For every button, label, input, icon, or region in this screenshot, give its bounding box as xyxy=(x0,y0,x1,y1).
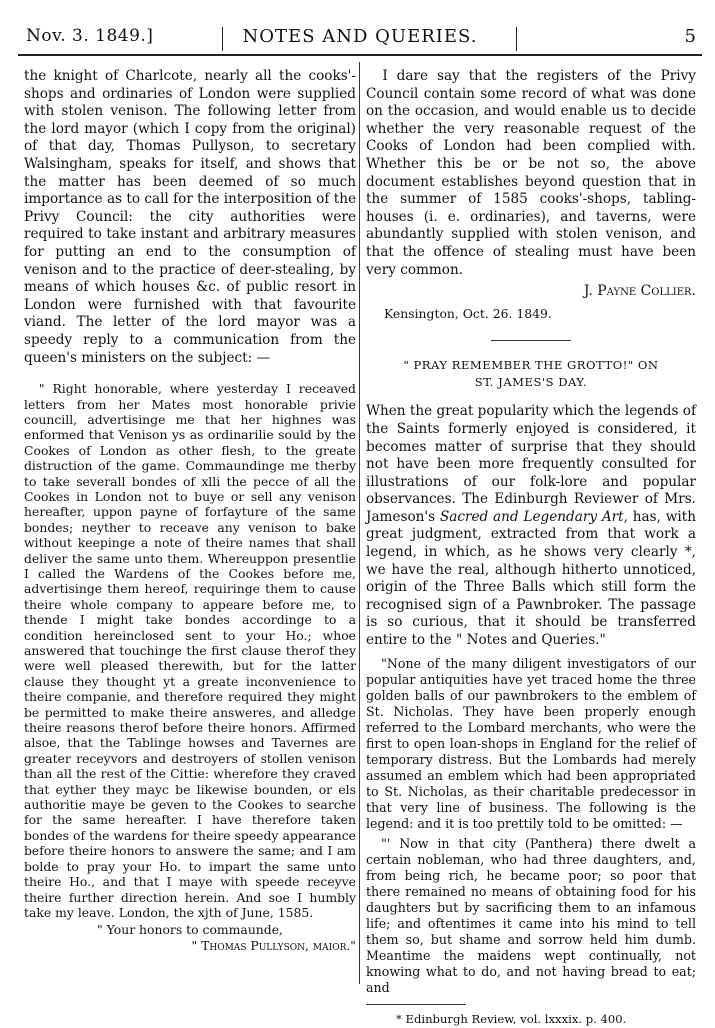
letter-closing: " Your honors to commaunde, xyxy=(97,922,283,938)
section-heading xyxy=(366,357,696,391)
author-signature: J. Payne Collier. xyxy=(583,283,696,300)
book-title: Sacred and Legendary Art xyxy=(439,508,624,525)
column-divider xyxy=(359,62,360,984)
header-title: NOTES AND QUERIES. xyxy=(242,26,478,47)
header-date: Nov. 3. 1849.] xyxy=(26,26,154,46)
page-number: 5 xyxy=(684,26,696,47)
section-heading-line-1: " PRAY REMEMBER THE GROTTO!" ON xyxy=(403,358,659,373)
grotto-paragraph-start: When the great popularity which the legends of the Saints formerly enjoyed is considered, it becomes matter of surprise that they should not have been more frequently consulted for illustrations of our folk-lore and popular observances. The Edinburgh Reviewer of Mrs. Jameson's xyxy=(366,403,696,525)
right-column xyxy=(366,68,696,1028)
legend-quote: "' Now in that city (Panthera) there dwelt a certain nobleman, who had three daughters, and, from being rich, he became poor; so poor that there remained no means of obtaining food for his daughters but by sacrificing them to an infamous life; and oftentimes it came into his mind to tell them so, but shame and sorrow held him dumb. Meantime the maidens wept continually, not knowing what to do, and not having bread to eat; and xyxy=(366,835,696,995)
letter-signature: " Thomas Pullyson, maior." xyxy=(191,937,356,953)
grotto-paragraph xyxy=(366,403,696,649)
place-date: Kensington, Oct. 26. 1849. xyxy=(384,305,552,321)
footnote: * Edinburgh Review, vol. lxxxix. p. 400. xyxy=(396,1011,627,1026)
collier-paragraph: I dare say that the registers of the Privy Council contain some record of what was done on the occasion, and would enable us to decide whether the very reasonable request of the Cooks of London had been complied with. Whether this be or be not so, the above document establishes beyond question that in the summer of 1585 cooks'-shops, tabling-houses (i. e. ordinaries), and taverns, were abundantly supplied with stolen venison, and that the offence of stealing must have been very common. xyxy=(366,68,696,278)
lord-mayor-letter: " Right honorable, where yesterday I receaved letters from her Mates most honorable privie councill, advertisinge me that her highnes was enformed that Venison ys as ordinarilie sould by the Cookes of London as other flesh, to the greate distruction of the game. Commaundinge me therby to take severall bondes of xlli the pecce of all the Cookes in London not to buye or sell any venison hereafter, uppon payne of forfayture of the same bondes; neyther to receave any venison to bake without keepinge a note of theire names that shall deliver the same unto them. Whereuppon presentlie I called the Wardens of the Cookes before me, advertisinge them hereof, requiringe them to cause theire whole company to appeare before me, to thende I might take bondes accordinge to a condition hereinclosed sent to your Ho.; whoe answered that touchinge the first clause therof they were well pleased therewith, but for the latter clause they thought yt a greate inconvenience to theire companie, and therefore required they might be permitted to make theire answeres, and alledge theire reasons therof before theire honors. Affirmed alsoe, that the Tablinge howses and Tavernes are greater receyvors and destroyers of stollen venison than all the rest of the Cittie: wherefore they craved that eyther they mayc be likewise bounden, or els authoritie maye be geven to the Cookes to searche for the same hereafter. I have therefore taken bondes of the wardens for theire speedy appearance before theire honors to answere the same; and I am bolde to pray your Ho. to impart the same unto theire Ho., and that I maye with speede receyve theire further direction herein. And soe I humbly take my leave. London, the xjth of June, 1585. xyxy=(24,381,356,920)
footnote-rule xyxy=(366,1004,466,1005)
grotto-paragraph-end: , has, with great judgment, extracted from that work a legend, in which, as he shows very clearly *, we have the real, although hitherto unnoticed, origin of the Three Balls which still form the recognised sign of a Pawnbroker. The passage is so curious, that it should be transferred entire to the " Notes and Queries." xyxy=(366,508,696,649)
section-heading-line-2: ST. JAMES'S DAY. xyxy=(474,375,588,390)
running-header xyxy=(18,20,702,56)
header-divider-right xyxy=(516,27,517,51)
document-page xyxy=(18,20,702,1026)
intro-paragraph: the knight of Charlcote, nearly all the cooks'-shops and ordinaries of London were supplied with stolen venison. The following letter from the lord mayor (which I copy from the original) of that day, Thomas Pullyson, to secretary Walsingham, speaks for itself, and shows that the matter has been deemed of so much importance as to call for the interposition of the Privy Council: the city authorities were required to take instant and arbitrary measures for putting an end to the consumption of venison and to the practice of deer-stealing, by means of which houses &c. of public resort in London were furnished with that favourite viand. The letter of the lord mayor was a speedy reply to a communication from the queen's ministers on the subject: — xyxy=(24,68,356,366)
section-rule xyxy=(491,340,571,341)
edinburgh-quote: "None of the many diligent investigators of our popular antiquities have yet traced home the three golden balls of our pawnbrokers to the emblem of St. Nicholas. They have been properly enough referred to the Lombard merchants, who were the first to open loan-shops in England for the relief of temporary distress. But the Lombards had merely assumed an emblem which had been appropriated to St. Nicholas, as their charitable predecessor in that very line of business. The following is the legend: and it is too prettily told to be omitted: — xyxy=(366,655,696,831)
left-column xyxy=(24,68,356,953)
